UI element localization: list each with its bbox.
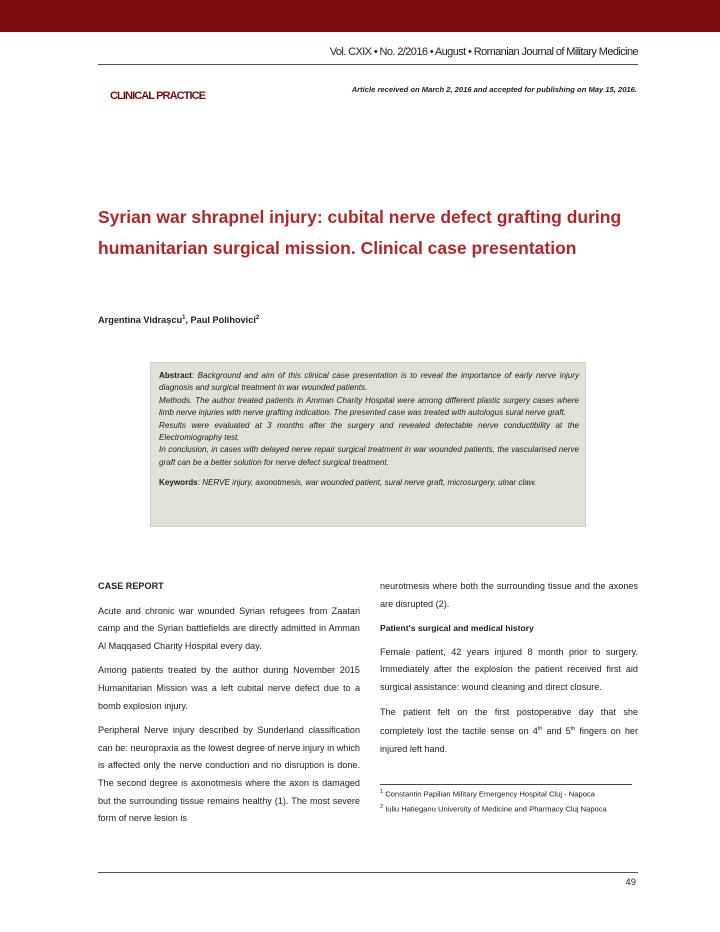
section-label: CLINICAL PRACTICE [110, 90, 206, 102]
abstract-methods: Methods. The author treated patients in Amman Charity Hospital were among different plastic surgery cases where limb nerve injuries with nerve grafting indication. The presented case was treated with autologus sural nerve graft. [159, 395, 579, 418]
keywords-label: Keywords [159, 478, 198, 488]
footnote-2 [380, 802, 638, 815]
abstract-lead-kw: : [197, 478, 203, 488]
page-number: 49 [625, 877, 636, 888]
author-separator: , [185, 315, 191, 326]
left-paragraph-3: Peripheral Nerve injury described by Sunderland classification can be: neuropraxia as the lowest degree of nerve injury in which is affected only the nerve conduction and no disruption is done. The second degree is axonotmesis where the axon is damaged but the surrounding tissue remains healthy (1). The most severe form of nerve lesion is [98, 725, 360, 824]
left-column [98, 578, 360, 835]
abstract-lead: : [191, 371, 198, 380]
author-1-affiliation-mark: 1 [182, 315, 186, 321]
abstract-results: Results were evaluated at 3 months after the surgery and revealed detectable nerve conductibility at the Electromiography test. [159, 420, 579, 443]
author-1: Argentina Vidrașcu [98, 315, 183, 326]
keywords-line [159, 477, 579, 489]
footnote-1 [380, 787, 638, 800]
left-paragraph-1: Acute and chronic war wounded Syrian refugees from Zaatari camp and the Syrian battlefields are directly admitted in Amman Al Maqqased Charity Hospital every day. [98, 605, 360, 651]
right-paragraph-3 [380, 704, 638, 759]
footer-rule [98, 872, 638, 873]
footnote-1-mark: 1 [380, 789, 384, 795]
abstract-label: Abstract [159, 371, 192, 380]
left-paragraph-2: Among patients treated by the author during November 2015 Humanitarian Mission was a left cubital nerve defect due to a bomb explosion injury. [98, 665, 360, 711]
author-2-affiliation-mark: 2 [255, 315, 260, 321]
received-note: Article received on March 2, 2016 and accepted for publishing on May 15, 2016. [351, 85, 637, 94]
right-paragraph-3-c: fingers on her injured left hand. [380, 726, 638, 754]
right-paragraph-2: Female patient, 42 years injured 8 month prior to surgery. Immediately after the explosion the patient received first aid surgical assistance: wound cleaning and direct closure. [380, 646, 638, 692]
footnote-rule [380, 784, 632, 785]
right-paragraph-1: neurotmesis where both the surrounding tissue and the axones are disrupted (2). [380, 581, 638, 609]
author-2: Paul Polihovici [190, 315, 256, 326]
abstract-box [150, 362, 586, 527]
right-column [380, 578, 638, 765]
keywords: NERVE injury, axonotmesis, war wounded patient, sural nerve graft, microsurgery, ulnar claw. [202, 478, 537, 488]
header-rule [98, 64, 638, 65]
footnotes [380, 787, 638, 816]
right-paragraph-3-a: The patient felt on the first postoperative day that she completely lost the tactile sense on 4 [380, 706, 638, 737]
footnote-1-text: Constantin Papilian Military Emergency Hospital Cluj - Napoca [385, 789, 595, 799]
abstract-conclusion: In conclusion, in cases with delayed nerve repair surgical treatment in war wounded patients, the vascularised nerve graft can be a better solution for nerve defect surgical treatment. [159, 445, 579, 467]
author-line [98, 315, 259, 325]
superscript-th-2: th [570, 726, 576, 733]
footnote-2-mark: 2 [380, 803, 384, 810]
journal-header: Vol. CXIX • No. 2/2016 • August • Romanian Journal of Military Medicine [329, 46, 638, 58]
top-color-band [0, 0, 720, 32]
case-report-heading: CASE REPORT [98, 581, 164, 591]
abstract-background: Background and aim of this clinical case presentation is to reveal the importance of early nerve injury diagnosis and surgical treatment in war wounded patients. [159, 371, 580, 393]
right-paragraph-3-b: and 5 [542, 726, 571, 737]
history-heading: Patient's surgical and medical history [380, 623, 534, 634]
footnote-2-text: Iuliu Hatieganu University of Medicine and Pharmacy Cluj Napoca [385, 804, 607, 814]
superscript-th-1: th [537, 726, 543, 733]
article-title: Syrian war shrapnel injury: cubital nerve defect grafting during humanitarian surgical mission. Clinical case presentation [98, 207, 622, 258]
